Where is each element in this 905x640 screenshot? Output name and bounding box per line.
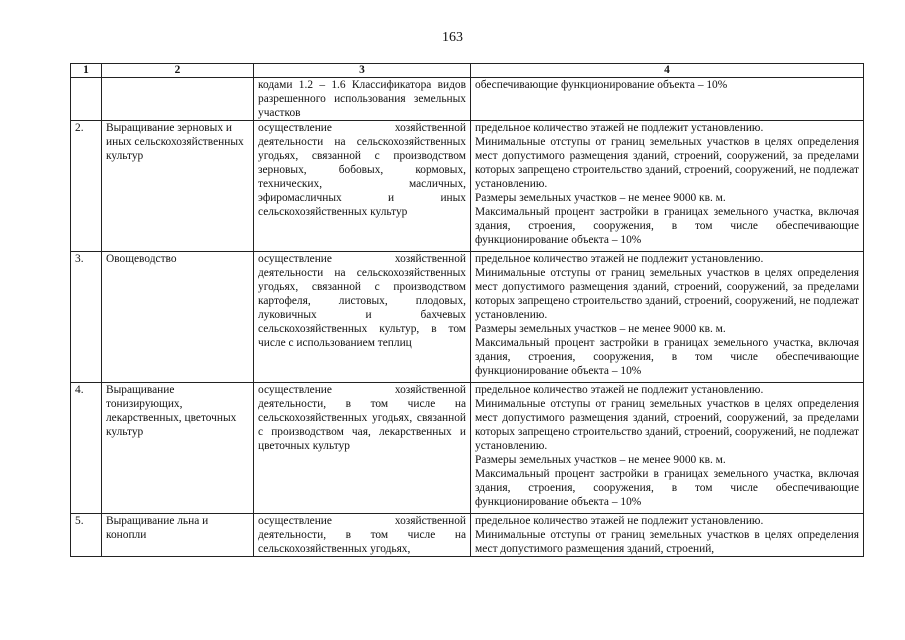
table-row (71, 121, 864, 252)
parameter-paragraph: Максимальный процент застройки в границах земельного участка, включая здания, строения, сооружения, в том числе обеспечивающие функционирование объекта – 10% (475, 337, 859, 377)
column-header-2: 2 (102, 64, 254, 78)
activity-description: осуществление хозяйственной деятельности, в том числе на сельскохозяйственных угодьях, связанной с производством чая, лекарственных и цветочных культур (254, 383, 471, 514)
land-use-name: Выращивание зерновых и иных сельскохозяйственных культур (102, 121, 254, 252)
activity-description: кодами 1.2 – 1.6 Классификатора видов разрешенного использования земельных участков (254, 78, 471, 121)
land-use-name: Овощеводство (102, 252, 254, 383)
land-use-name: Выращивание льна и конопли (102, 514, 254, 557)
parameter-paragraph: Размеры земельных участков – не менее 9000 кв. м. (475, 192, 726, 204)
parameter-paragraph: обеспечивающие функционирование объекта – 10% (475, 79, 728, 91)
row-number: 3. (71, 252, 102, 383)
parameter-paragraph: Максимальный процент застройки в границах земельного участка, включая здания, строения, сооружения, в том числе обеспечивающие функционирование объекта – 10% (475, 468, 859, 508)
row-number: 4. (71, 383, 102, 514)
land-use-regulations-table (70, 63, 864, 557)
activity-description: осуществление хозяйственной деятельности на сельскохозяйственных угодьях, связанной с производством картофеля, листовых, плодовых, луковичных и бахчевых сельскохозяйственных культур, в том числе с использованием теплиц (254, 252, 471, 383)
parameter-paragraph: Размеры земельных участков – не менее 9000 кв. м. (475, 454, 726, 466)
column-header-3: 3 (254, 64, 471, 78)
table-header-row (71, 64, 864, 78)
parameter-paragraph: Максимальный процент застройки в границах земельного участка, включая здания, строения, сооружения, в том числе обеспечивающие функционирование объекта – 10% (475, 206, 859, 246)
table-row (71, 383, 864, 514)
parameter-paragraph: предельное количество этажей не подлежит установлению. (475, 515, 764, 527)
activity-description: осуществление хозяйственной деятельности на сельскохозяйственных угодьях, связанной с производством зерновых, бобовых, кормовых, технических, масличных, эфиромасличных и иных сельскохозяйственных культур (254, 121, 471, 252)
regulation-parameters (471, 514, 864, 557)
table-row (71, 252, 864, 383)
regulation-parameters (471, 121, 864, 252)
parameter-paragraph: предельное количество этажей не подлежит установлению. (475, 253, 764, 265)
row-number: 5. (71, 514, 102, 557)
parameter-paragraph: Минимальные отступы от границ земельных участков в целях определения мест допустимого размещения зданий, строений, сооружений, за пределами которых запрещено строительство зданий, строений, сооружений, не подлежат установлению. (475, 398, 859, 452)
table-row (71, 514, 864, 557)
regulation-parameters (471, 78, 864, 121)
regulation-parameters (471, 383, 864, 514)
regulation-parameters (471, 252, 864, 383)
column-header-4: 4 (471, 64, 864, 78)
land-use-name: Выращивание тонизирующих, лекарственных, цветочных культур (102, 383, 254, 514)
row-number (71, 78, 102, 121)
row-number: 2. (71, 121, 102, 252)
parameter-paragraph: Минимальные отступы от границ земельных участков в целях определения мест допустимого размещения зданий, строений, сооружений, за пределами которых запрещено строительство зданий, строений, сооружений, не подлежат установлению. (475, 136, 859, 190)
parameter-paragraph: предельное количество этажей не подлежит установлению. (475, 384, 764, 396)
activity-description: осуществление хозяйственной деятельности, в том числе на сельскохозяйственных угодьях, (254, 514, 471, 557)
table-row (71, 78, 864, 121)
land-use-name (102, 78, 254, 121)
table-body (71, 78, 864, 557)
page-number: 163 (442, 30, 463, 45)
parameter-paragraph: Минимальные отступы от границ земельных участков в целях определения мест допустимого размещения зданий, строений, сооружений, за пределами которых запрещено строительство зданий, строений, сооружений, не подлежат установлению. (475, 267, 859, 321)
parameter-paragraph: предельное количество этажей не подлежит установлению. (475, 122, 764, 134)
parameter-paragraph: Размеры земельных участков – не менее 9000 кв. м. (475, 323, 726, 335)
parameter-paragraph: Минимальные отступы от границ земельных участков в целях определения мест допустимого размещения зданий, строений, (475, 529, 859, 555)
column-header-1: 1 (71, 64, 102, 78)
